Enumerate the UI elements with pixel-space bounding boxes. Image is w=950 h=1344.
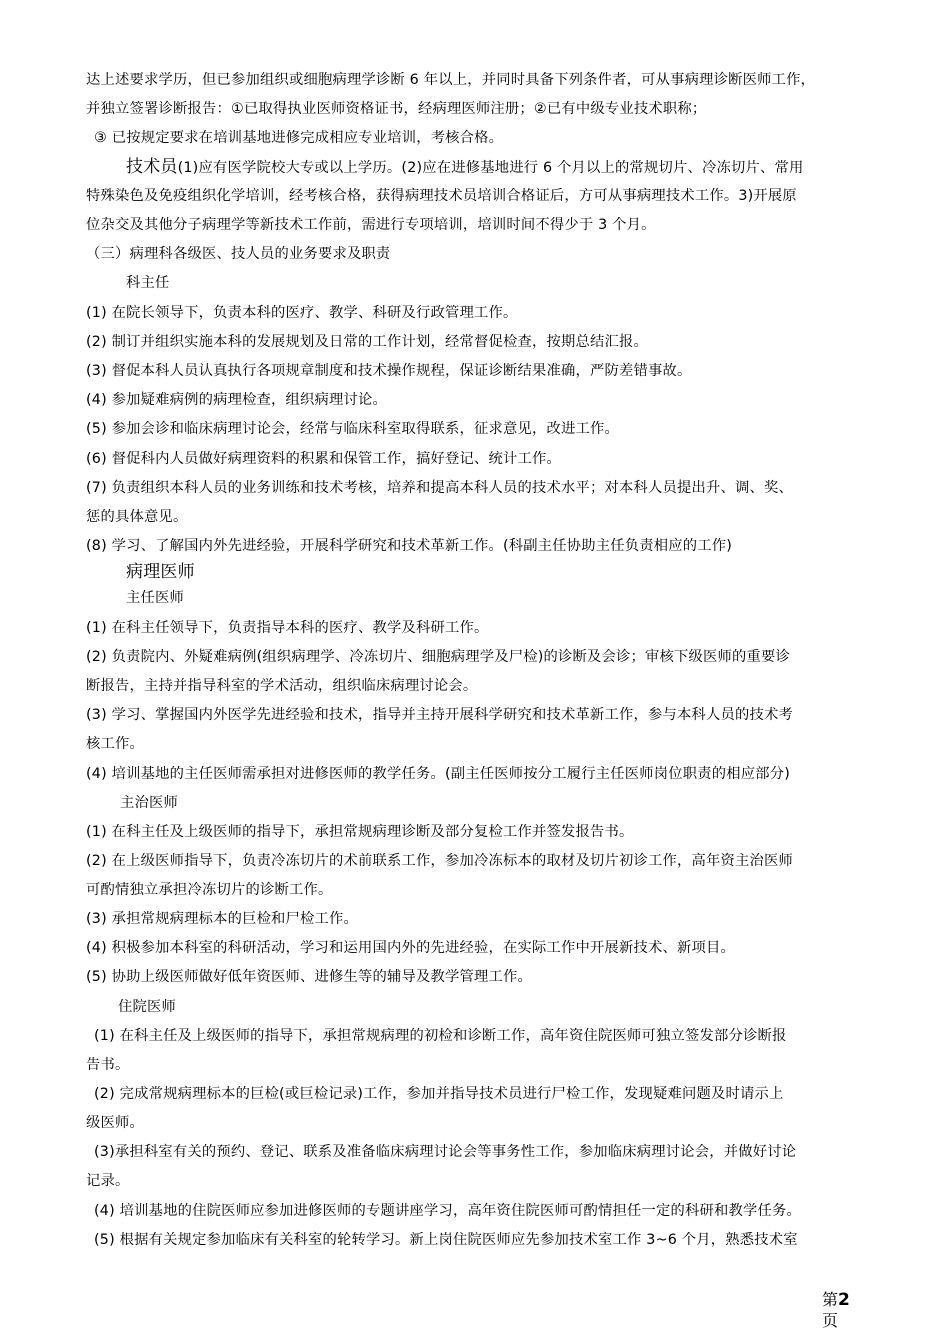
list-item: (5) 协助上级医师做好低年资医师、进修生等的辅导及教学管理工作。 xyxy=(86,969,533,985)
page-number: 第2 xyxy=(822,1290,850,1310)
text-line: 可酌情独立承担冷冻切片的诊断工作。 xyxy=(86,882,333,898)
list-item: (4) 积极参加本科室的科研活动，学习和运用国内外的先进经验，在实际工作中开展新技术、新项目。 xyxy=(86,940,735,956)
list-item: (2) 在上级医师指导下，负责冷冻切片的术前联系工作，参加冷冻标本的取材及切片初诊工作，高年资主治医师 xyxy=(86,853,793,869)
list-item: (4) 参加疑难病例的病理检查，组织病理讨论。 xyxy=(86,392,388,408)
list-item: (2) 完成常规病理标本的巨检(或巨检记录)工作，参加并指导技术员进行尸检工作，发现疑难问题及时请示上 xyxy=(94,1086,784,1102)
list-item: (1) 在科主任及上级医师的指导下，承担常规病理诊断及部分复检工作并签发报告书。 xyxy=(86,824,634,840)
text-line: 达上述要求学历，但已参加组织或细胞病理学诊断 6 年以上，并同时具备下列条件者，可从事病理诊断医师工作， xyxy=(86,72,816,88)
text-line: 特殊染色及免疫组织化学培训，经考核合格，获得病理技术员培训合格证后，方可从事病理技术工作。3)开展原 xyxy=(86,188,797,204)
list-item: (1) 在科主任领导下，负责指导本科的医疗、教学及科研工作。 xyxy=(86,620,489,636)
subsection-heading: 病理医师 xyxy=(126,562,195,582)
text-line: 级医师。 xyxy=(86,1115,144,1131)
subsection-heading: 主治医师 xyxy=(120,795,178,811)
section-heading-technician: 技术员 xyxy=(126,157,178,177)
text-line: 位杂交及其他分子病理学等新技术工作前，需进行专项培训，培训时间不得少于 3 个月。 xyxy=(86,217,656,233)
list-item: (3) 承担常规病理标本的巨检和尸检工作。 xyxy=(86,911,359,927)
list-item: (6) 督促科内人员做好病理资料的积累和保管工作，搞好登记、统计工作。 xyxy=(86,451,561,467)
text-line: 记录。 xyxy=(86,1173,130,1189)
list-item: (7) 负责组织本科人员的业务训练和技术考核，培养和提高本科人员的技术水平；对本科人员提出升、调、奖、 xyxy=(86,480,793,496)
list-item: (3)承担科室有关的预约、登记、联系及准备临床病理讨论会等事务性工作，参加临床病理讨论会，并做好讨论 xyxy=(94,1144,797,1160)
list-item: (4) 培训基地的住院医师应参加进修医师的专题讲座学习，高年资住院医师可酌情担任一定的科研和教学任务。 xyxy=(94,1203,801,1219)
list-item: (5) 参加会诊和临床病理讨论会，经常与临床科室取得联系，征求意见，改进工作。 xyxy=(86,421,619,437)
list-item: (2) 负责院内、外疑难病例(组织病理学、冷冻切片、细胞病理学及尸检)的诊断及会诊；审核下级医师的重要诊 xyxy=(86,649,791,665)
subsection-heading: 住院医师 xyxy=(118,999,176,1015)
list-item: (5) 根据有关规定参加临床有关科室的轮转学习。新上岗住院医师应先参加技术室工作 3~6 个月，熟悉技术室 xyxy=(94,1232,798,1248)
list-item: (4) 培训基地的主任医师需承担对进修医师的教学任务。(副主任医师按分工履行主任医师岗位职责的相应部分) xyxy=(86,766,791,782)
list-item: (2) 制订并组织实施本科的发展规划及日常的工作计划，经常督促检查，按期总结汇报。 xyxy=(86,334,648,350)
subsection-heading: 主任医师 xyxy=(126,590,184,606)
text-line: 惩的具体意见。 xyxy=(86,509,188,525)
list-item: (1) 在科主任及上级医师的指导下，承担常规病理的初检和诊断工作，高年资住院医师可独立签发部分诊断报 xyxy=(94,1028,787,1044)
text-line: 核工作。 xyxy=(86,736,144,752)
text-line: 并独立签署诊断报告：①已取得执业医师资格证书，经病理医师注册；②已有中级专业技术职称； xyxy=(86,101,707,117)
text-line: 技术员(1)应有医学院校大专或以上学历。(2)应在进修基地进行 6 个月以上的常规切片、冷冻切片、常用 xyxy=(126,157,804,177)
section-heading: （三）病理科各级医、技人员的业务要求及职责 xyxy=(86,246,391,262)
text-line: 告书。 xyxy=(86,1057,130,1073)
page-number-suffix: 页 xyxy=(822,1311,839,1330)
subsection-heading: 科主任 xyxy=(126,275,170,291)
list-item: (8) 学习、了解国内外先进经验，开展科学研究和技术革新工作。(科副主任协助主任负责相应的工作) xyxy=(86,538,733,554)
list-item: (3) 督促本科人员认真执行各项规章制度和技术操作规程，保证诊断结果准确，严防差错事故。 xyxy=(86,363,692,379)
text-line: ③ 已按规定要求在培训基地进修完成相应专业培训，考核合格。 xyxy=(94,130,504,146)
list-item: (3) 学习、掌握国内外医学先进经验和技术，指导并主持开展科学研究和技术革新工作，参与本科人员的技术考 xyxy=(86,707,793,723)
text-line: 断报告，主持并指导科室的学术活动，组织临床病理讨论会。 xyxy=(86,678,478,694)
list-item: (1) 在院长领导下，负责本科的医疗、教学、科研及行政管理工作。 xyxy=(86,305,518,321)
